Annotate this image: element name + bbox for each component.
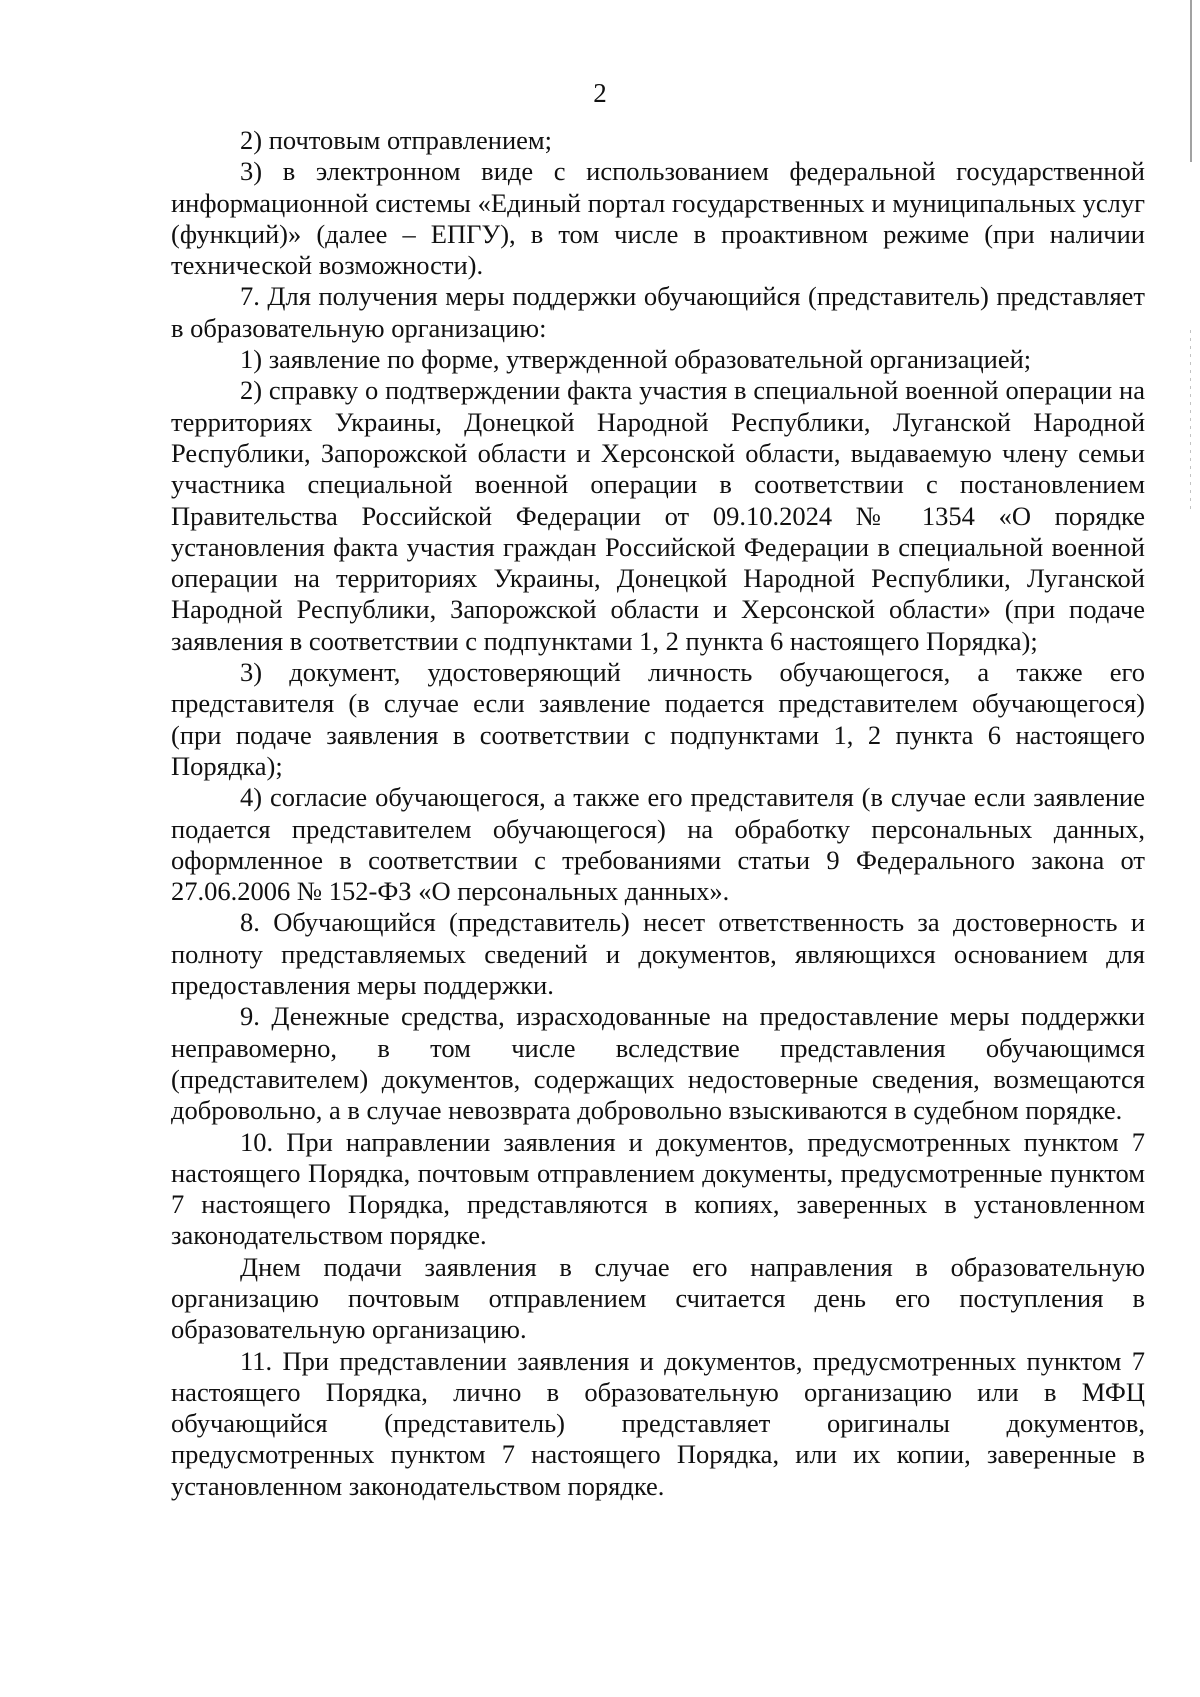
paragraph-10: 10. При направлении заявления и документов, предусмотренных пунктом 7 настоящего Порядка, почтовым отправлением документы, предусмотренные пунктом 7 настоящего Порядка, представляются в копиях, заверенных в установленном законодательством порядке. [171,1126,1145,1251]
paragraph-7-sub1: 1) заявление по форме, утвержденной образовательной организацией; [240,344,1032,375]
paragraph-7-sub4: 4) согласие обучающегося, а также его представителя (в случае если заявление подается представителем обучающегося) на обработку персональных данных, оформленное в соответствии с требованиями статьи 9 Федерального закона от 27.06.2006 № 152-ФЗ «О персональных данных». [171,782,1145,907]
paragraph-sub2-postal: 2) почтовым отправлением; [240,125,553,155]
scan-edge-mark [1190,330,1191,510]
paragraph-7: 7. Для получения меры поддержки обучающийся (представитель) представляет в образовательную организацию: [171,281,1145,343]
paragraph-7-sub2: 2) справку о подтверждении факта участия в специальной военной операции на территориях Украины, Донецкой Народной Республики, Луганской Народной Республики, Запорожской области и Херсонской области, выдаваемую члену семьи участника специальной военной операции в соответствии с постановлением Правительства Российской Федерации от 09.10.2024 № 1354 «О порядке установления факта участия граждан Российской Федерации в специальной военной операции на территориях Украины, Донецкой Народной Республики, Луганской Народной Республики, Запорожской области и Херсонской области» (при подаче заявления в соответствии с подпунктами 1, 2 пункта 6 настоящего Порядка); [171,375,1145,656]
paragraph-8: 8. Обучающийся (представитель) несет ответственность за достоверность и полноту представляемых сведений и документов, являющихся основанием для предоставления меры поддержки. [171,907,1145,1001]
paragraph-9: 9. Денежные средства, израсходованные на предоставление меры поддержки неправомерно, в том числе вследствие представления обучающимся (представителем) документов, содержащих недостоверные сведения, возмещаются добровольно, а в случае невозврата добровольно взыскиваются в судебном порядке. [171,1001,1145,1126]
scan-edge-mark [1190,0,1192,270]
paragraph-11: 11. При представлении заявления и документов, предусмотренных пунктом 7 настоящего Порядка, лично в образовательную организацию или в МФЦ обучающийся (представитель) представляет оригиналы документов, предусмотренных пунктом 7 настоящего Порядка, или их копии, заверенные в установленном законодательством порядке. [171,1345,1145,1501]
paragraph-7-sub3: 3) документ, удостоверяющий личность обучающегося, а также его представителя (в случае если заявление подается представителем обучающегося) (при подаче заявления в соответствии с подпунктами 1, 2 пункта 6 настоящего Порядка); [171,657,1145,781]
page-number: 2 [593,78,607,108]
document-body [171,125,1145,1502]
paragraph-sub3-electronic: 3) в электронном виде с использованием федеральной государственной информационной системы «Единый портал государственных и муниципальных услуг (функций)» (далее – ЕПГУ), в том числе в проактивном режиме (при наличии технической возможности). [171,156,1145,281]
paragraph-10-submission-date: Днем подачи заявления в случае его направления в образовательную организацию почтовым отправлением считается день его поступления в образовательную организацию. [171,1251,1145,1345]
